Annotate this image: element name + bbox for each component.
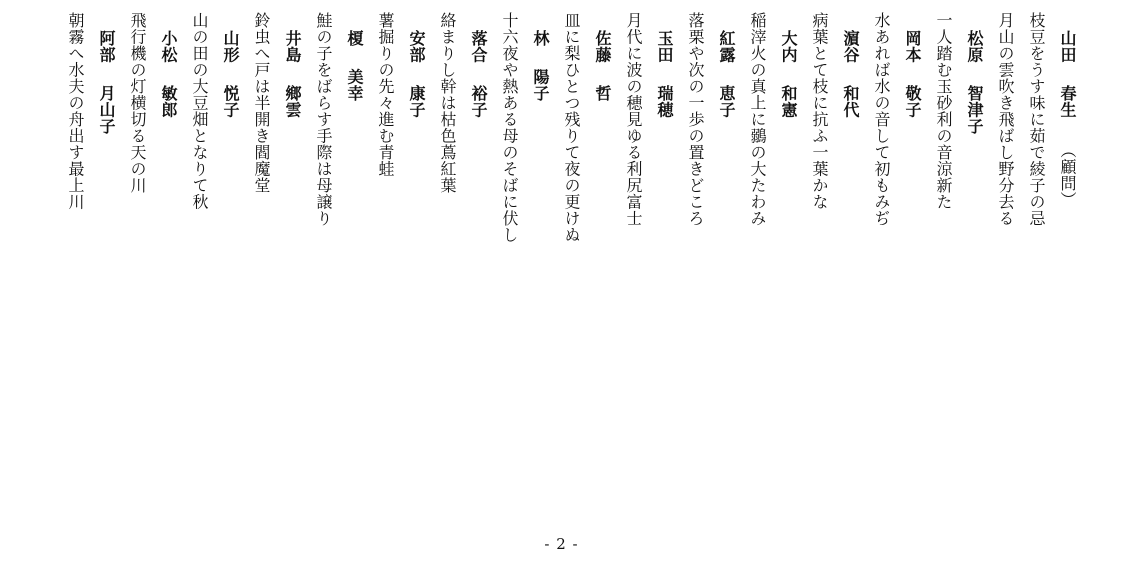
poet-given-name: 和代: [841, 85, 860, 118]
poet-given-name: 康子: [407, 85, 426, 118]
poet-given-name: 和憲: [779, 85, 798, 118]
poet-name: [649, 12, 680, 512]
poet-given-name: 瑞穂: [655, 85, 674, 118]
poet-given-name: 春生: [1058, 85, 1077, 118]
poet-name: [463, 12, 494, 512]
haiku-text: 絡まりし幹は枯色蔦紅葉: [438, 12, 457, 194]
poet-family-name: 玉田: [655, 30, 674, 63]
poet-name: [153, 12, 184, 512]
haiku-text: 月代に波の穂見ゆる利尻富士: [624, 12, 643, 227]
poet-family-name: 松原: [965, 30, 984, 63]
poet-given-name: 哲: [593, 85, 612, 102]
poet-name: [277, 12, 308, 512]
poet-family-name: 小松: [159, 30, 178, 63]
poet-given-name: 智津子: [965, 85, 984, 135]
poet-family-name: 林: [531, 30, 550, 47]
haiku-text: 山の田の大豆畑となりて秋: [190, 12, 209, 210]
poet-family-name: 大内: [779, 30, 798, 63]
poet-family-name: 紅露: [717, 30, 736, 63]
haiku-text: 月山の雲吹き飛ばし野分去る: [996, 12, 1015, 227]
haiku-text: 皿に梨ひとつ残りて夜の更けぬ: [562, 12, 581, 243]
poet-family-name: 佐藤: [593, 30, 612, 63]
poet-name: [1052, 12, 1083, 512]
poet-given-name: 敏郎: [159, 85, 178, 118]
poet-name: [959, 12, 990, 512]
haiku-text: 枝豆をうす味に茹で綾子の忌: [1027, 12, 1046, 227]
poet-name: [215, 12, 246, 512]
poet-name: [711, 12, 742, 512]
poet-given-name: 美幸: [345, 68, 364, 102]
poet-family-name: 榎: [345, 30, 364, 47]
poet-role: （顧問）: [1058, 142, 1077, 208]
poet-given-name: 月山子: [97, 85, 116, 135]
poet-given-name: 陽子: [531, 68, 550, 102]
haiku-text: 水あれば水の音して初もみぢ: [872, 12, 891, 227]
poet-name: [401, 12, 432, 512]
poet-name: [91, 12, 122, 512]
poet-name: [587, 12, 618, 512]
poet-family-name: 山田: [1058, 30, 1077, 63]
haiku-text: 落栗や次の一歩の置きどころ: [686, 12, 705, 227]
poet-family-name: 井島: [283, 30, 302, 63]
haiku-text: 鮭の子をばらす手際は母譲り: [314, 12, 333, 227]
poet-family-name: 山形: [221, 30, 240, 63]
poet-name: [835, 12, 866, 512]
poet-family-name: 落合: [469, 30, 488, 63]
haiku-text: 一人踏む玉砂利の音涼新た: [934, 12, 953, 210]
haiku-text: 飛行機の灯横切る天の川: [128, 12, 147, 194]
poet-name: [773, 12, 804, 512]
page-number: - 2 -: [544, 535, 579, 553]
poet-family-name: 安部: [407, 30, 426, 63]
poet-name: [525, 12, 556, 512]
haiku-text: 薯掘りの先々進む青蛙: [376, 12, 395, 177]
poet-given-name: 鄉雲: [283, 85, 302, 118]
haiku-text: 朝霧へ水夫の舟出す最上川: [66, 12, 85, 210]
haiku-text: 病葉とて枝に抗ふ一葉かな: [810, 12, 829, 210]
haiku-text: 稲滓火の真上に鶸の大たわみ: [748, 12, 767, 227]
poet-given-name: 敬子: [903, 85, 922, 118]
haiku-text: 十六夜や熱ある母のそばに伏し: [500, 12, 519, 243]
haiku-text: 鈴虫へ戸は半開き閻魔堂: [252, 12, 271, 194]
poet-name: [897, 12, 928, 512]
poet-family-name: 岡本: [903, 30, 922, 63]
poet-given-name: 悦子: [221, 85, 240, 118]
poet-given-name: 裕子: [469, 85, 488, 118]
poet-family-name: 阿部: [97, 30, 116, 63]
haiku-columns: [60, 12, 1083, 512]
poet-family-name: 濵谷: [841, 30, 860, 63]
poet-given-name: 恵子: [717, 85, 736, 118]
poet-name: [339, 12, 370, 512]
